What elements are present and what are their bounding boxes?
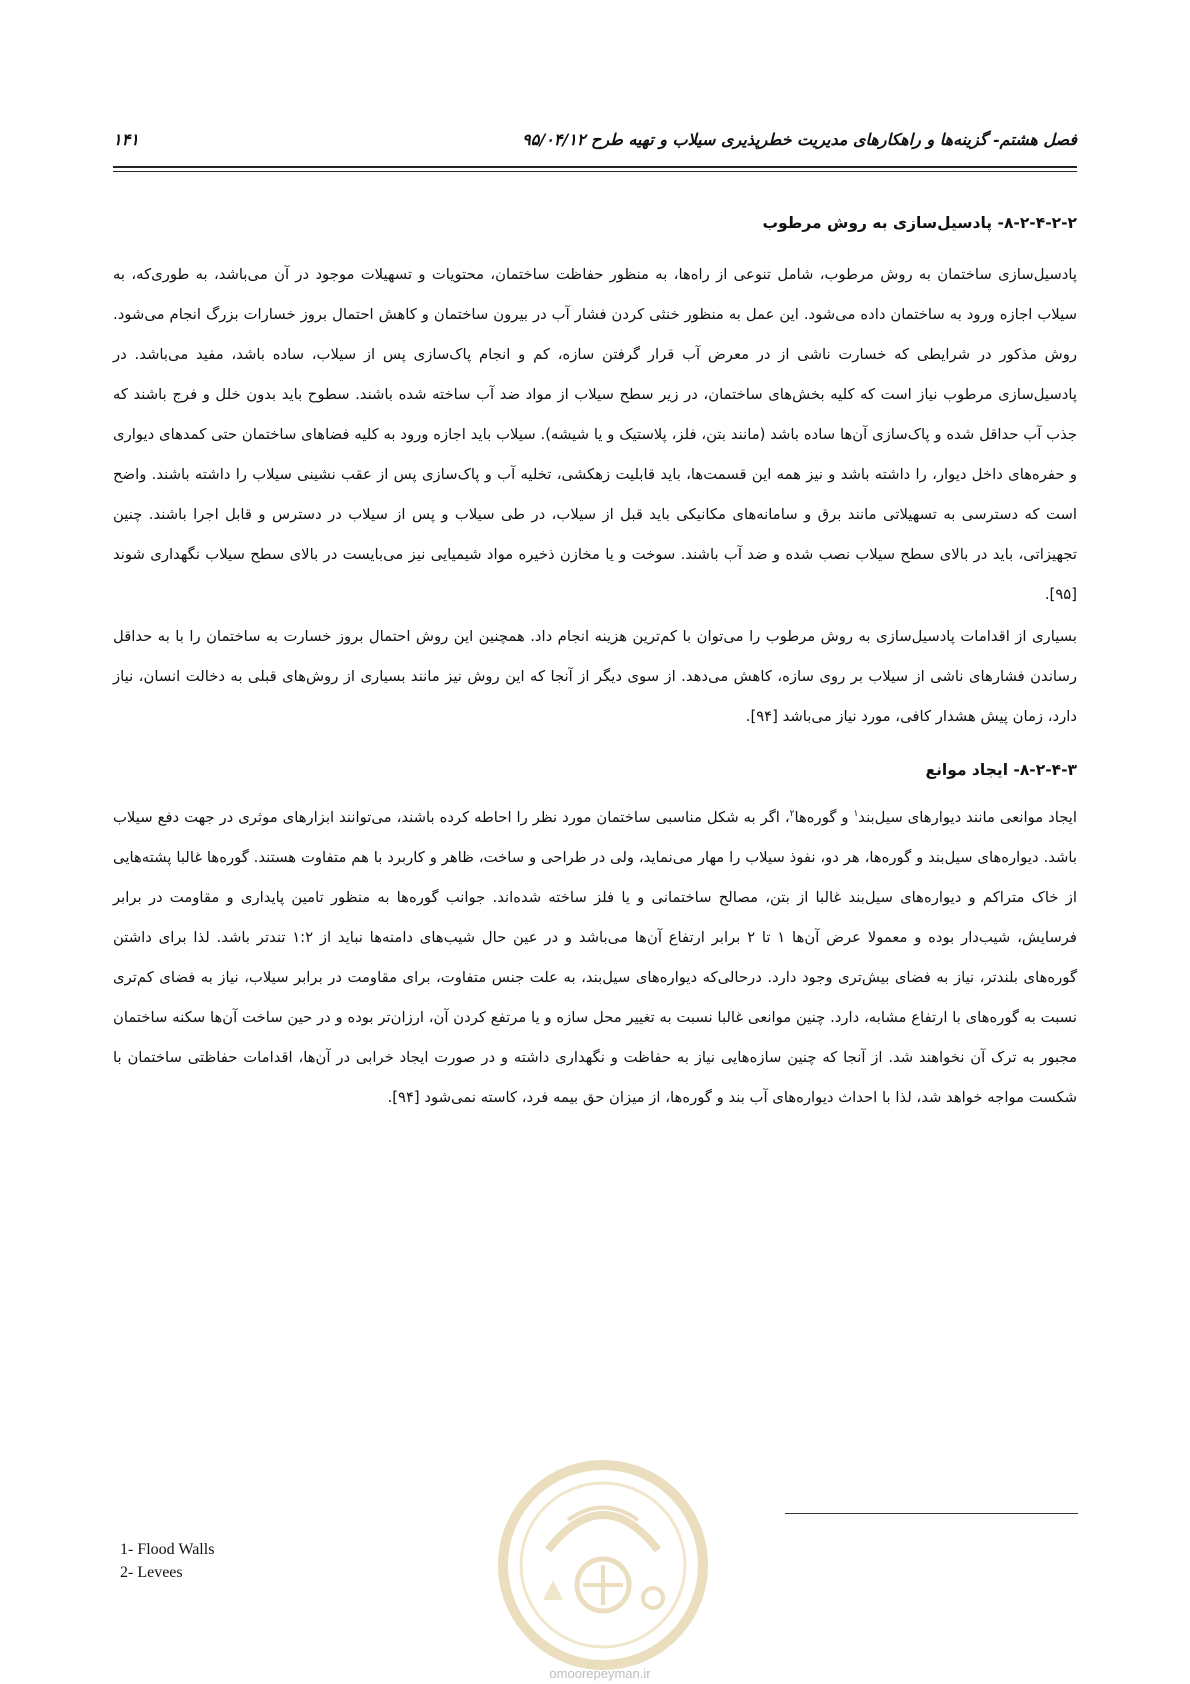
watermark-site: omoorepeyman.ir xyxy=(549,1666,651,1681)
header-rule-thin xyxy=(113,171,1077,172)
paragraph-text: ایجاد موانعی مانند دیوارهای سیل‌بند xyxy=(858,809,1077,826)
running-header xyxy=(113,130,1077,166)
section-heading-wet-floodproofing: ۸-۲-۴-۲-۲- پادسیل‌سازی به روش مرطوب xyxy=(762,214,1077,232)
body-text xyxy=(113,195,1077,1118)
footnote-mark: ۱ xyxy=(853,809,859,820)
header-chapter-title: فصل هشتم- گزینه‌ها و راهکارهای مدیریت خطرپذیری سیلاب و تهیه طرح ۹۵/۰۴/۱۲ xyxy=(522,130,1077,149)
paragraph-text: و گوره‌ها xyxy=(794,809,854,826)
header-rule-thick xyxy=(113,166,1077,168)
watermark-seal-icon xyxy=(488,1460,718,1670)
footnote-1: 1- Flood Walls xyxy=(120,1541,215,1558)
page-number: ۱۴۱ xyxy=(113,130,139,149)
paragraph: بسیاری از اقدامات پادسیل‌سازی به روش مرطوب را می‌توان با کم‌ترین هزینه انجام داد. همچنین این روش احتمال بروز خسارت به ساختمان را با به حداقل رساندن فشارهای ناشی از سیلاب بر روی سازه، کاهش می‌دهد. از سوی دیگر از آنجا که این روش نیز مانند بسیاری از روش‌های قبلی به دخالت انسان، نیاز دارد، زمان پیش هشدار کافی، مورد نیاز می‌باشد [۹۴]. xyxy=(113,628,1077,725)
footnote-2: 2- Levees xyxy=(120,1564,183,1581)
paragraph xyxy=(113,798,1077,1118)
footnote-mark: ۲ xyxy=(789,809,795,820)
footnote-separator xyxy=(785,1513,1078,1514)
footnotes xyxy=(120,1538,214,1584)
paragraph: پادسیل‌سازی ساختمان به روش مرطوب، شامل تنوعی از راه‌ها، به منظور حفاظت ساختمان، محتویات و تسهیلات موجود در آن می‌باشد، به طوری‌که، به سیلاب اجازه ورود به ساختمان داده می‌شود. این عمل به منظور خنثی کردن فشار آب در بیرون ساختمان و کاهش احتمال بروز خسارات بزرگ انجام می‌شود. روش مذکور در شرایطی که خسارت ناشی از در معرض آب قرار گرفتن سازه، کم و انجام پاک‌سازی پس از سیلاب، ساده باشد، مفید می‌باشد. در پادسیل‌سازی مرطوب نیاز است که کلیه بخش‌های ساختمان، در زیر سطح سیلاب از مواد ضد آب ساخته شده باشند. سطوح باید بدون خلل و فرج باشند که جذب آب حداقل شده و پاک‌سازی آن‌ها ساده باشد (مانند بتن، فلز، پلاستیک و یا شیشه). سیلاب باید اجازه ورود به کلیه فضاهای ساختمان حتی کمدهای دیواری و حفره‌های داخل دیوار، را داشته باشد و نیز همه این قسمت‌ها، باید قابلیت زهکشی، تخلیه آب و پاک‌سازی پس از عقب نشینی سیلاب را داشته باشند. واضح است که دسترسی به تسهیلاتی مانند برق و سامانه‌های مکانیکی باید قبل از سیلاب، در طی سیلاب و پس از سیلاب در دسترس و قابل اجرا باشند. چنین تجهیزاتی، باید در بالای سطح سیلاب نصب شده و ضد آب باشند. سوخت و یا مخازن ذخیره مواد شیمیایی نیز می‌بایست در بالای سطح سیلاب نگهداری شوند [۹۵]. xyxy=(113,266,1077,603)
section-heading-barriers: ۸-۲-۴-۳- ایجاد موانع xyxy=(925,761,1077,779)
paragraph-text: ، اگر به شکل مناسبی ساختمان مورد نظر را احاطه کرده باشند، می‌توانند ابزارهای موثری در جهت دفع سیلاب باشد. دیواره‌های سیل‌بند و گوره‌ها، هر دو، نفوذ سیلاب را مهار می‌نماید، ولی در طراحی و ساخت، ظاهر و کاربرد با هم متفاوت هستند. گوره‌ها غالبا پشته‌هایی از خاک متراکم و دیواره‌های سیل‌بند غالبا از بتن، مصالح ساختمانی و یا فلز ساخته شده‌اند. جوانب گوره‌ها به منظور تامین پایداری و مقاومت در برابر فرسایش، شیب‌دار بوده و معمولا عرض آن‌ها ۱ تا ۲ برابر ارتفاع آن‌ها می‌باشد و در عین حال شیب‌های دامنه‌ها نباید از ۱:۲ تندتر باشد. لذا برای داشتن گوره‌های بلندتر، نیاز به فضای بیش‌تری وجود دارد. درحالی‌که دیواره‌های سیل‌بند، به علت جنس متفاوت، برای مقاومت در برابر سیلاب، نیاز به فضای کم‌تری نسبت به گوره‌های با ارتفاع مشابه، دارد. چنین موانعی غالبا نسبت به تغییر محل سازه و یا مرتفع کردن آن، ارزان‌تر بوده و در حین ساخت آن‌ها سکنه ساختمان مجبور به ترک آن نخواهند شد. از آنجا که چنین سازه‌هایی نیاز به حفاظت و نگهداری داشته و در صورت ایجاد خرابی در آن‌ها، اقدامات حفاظتی ساختمان با شکست مواجه خواهد شد، لذا با احداث دیواره‌های آب بند و گوره‌ها، از میزان حق بیمه فرد، کاسته نمی‌شود [۹۴]. xyxy=(113,809,1077,1106)
